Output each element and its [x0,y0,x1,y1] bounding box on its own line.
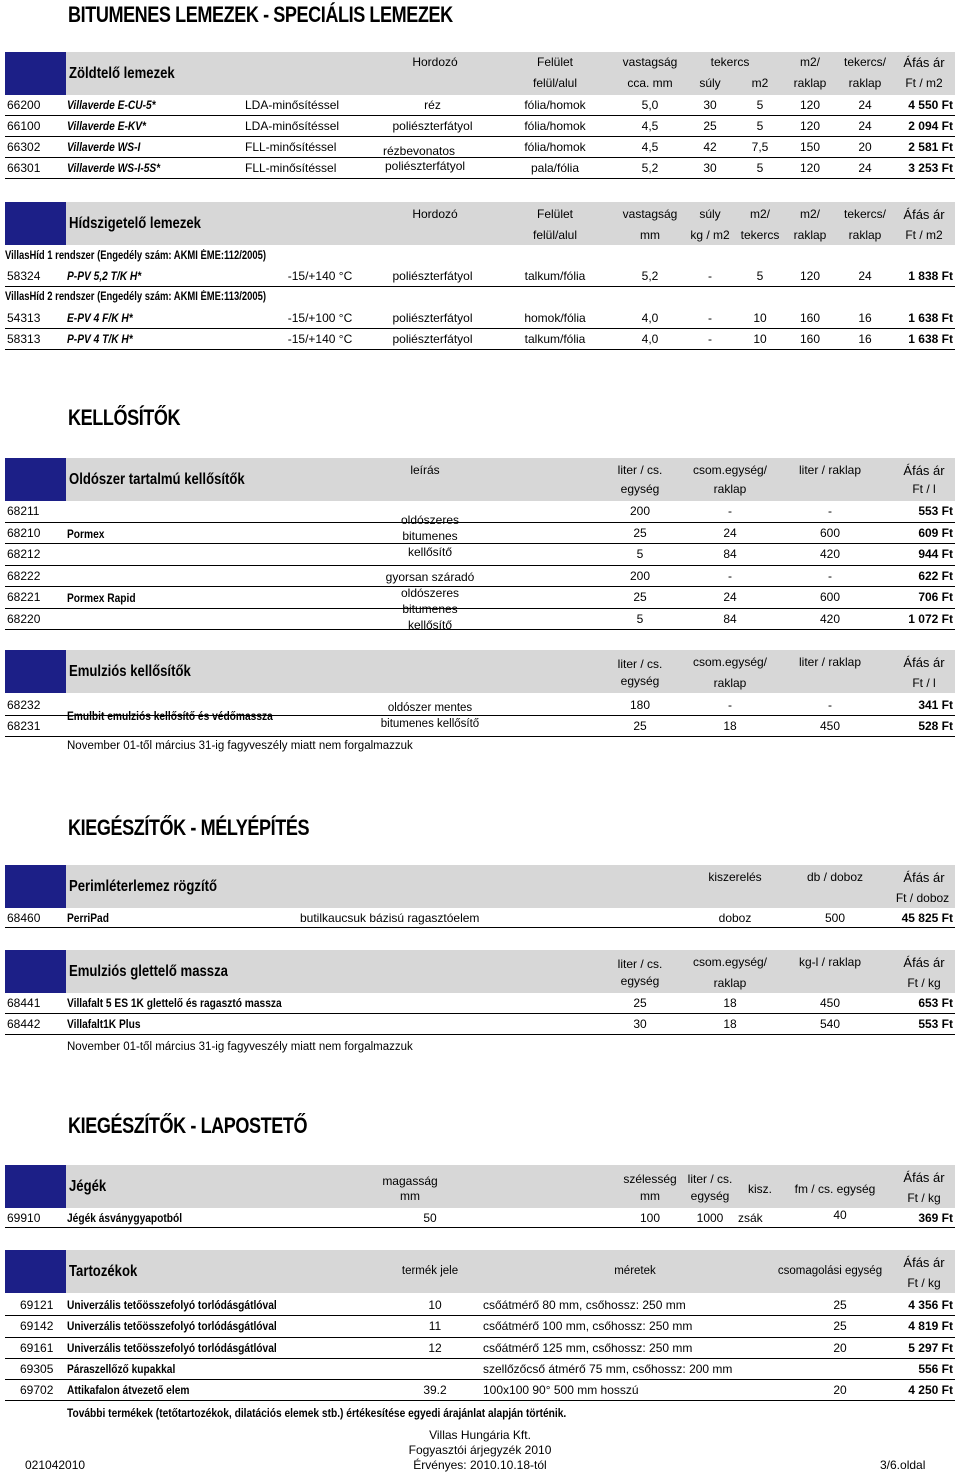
hdr-m2r: m2/ [799,55,820,69]
liter-raklap: 420 [819,547,841,561]
hdr-lcs-2: egység [690,1189,730,1203]
minosites: LDA-minősítéssel [245,98,340,112]
vastagsag: 5,2 [641,269,659,283]
hdr-hordozo: Hordozó [412,55,458,69]
m2-raklap: 120 [799,269,821,283]
product-name: P-PV 5,2 T/K H* [67,269,142,283]
felulet: fólia/homok [524,140,586,154]
suly: 30 [703,98,717,112]
hdr-m2r-2: raklap [793,228,827,242]
code: 66100 [7,119,41,133]
tekercs-raklap: 24 [858,269,872,283]
code: 69305 [20,1361,54,1376]
hdr-vastagsag: vastagság [622,207,678,221]
lcs: 200 [629,504,651,518]
kisz: zsák [738,1211,763,1225]
emul-title: Emulziós kellősítők [69,663,191,680]
lcs: 30 [633,1017,647,1031]
hdr-afas-ar-2: Ft / doboz [895,891,950,905]
hdr-csom: csom.egység/ [692,463,768,477]
olds-group1-desc: oldószeres bitumenes kellősítő [400,513,460,559]
price: 4 550 Ft [908,98,953,112]
hdr-hordozo: Hordozó [412,207,458,221]
code: 54313 [7,311,41,325]
price: 653 Ft [918,996,953,1010]
price: 2 581 Ft [908,140,953,154]
hdr-csom-2: raklap [713,976,747,990]
product-name: Univerzális tetőösszefolyó torlódásgátlóval [67,1298,277,1312]
hdr-felulet: Felület [536,55,574,69]
code: 58313 [7,332,41,346]
price: 553 Ft [918,504,953,518]
hordozo: poliészterfátyol [392,119,473,133]
hdr-m2t: m2/ [749,207,770,221]
suly: - [708,269,712,283]
hdr-afas-ar: Áfás ár [903,1170,945,1185]
csom: 24 [723,590,737,604]
hdr-afas-ar: Áfás ár [903,207,945,222]
hdr-tr-2: raklap [848,228,882,242]
lcs: 5 [636,611,644,626]
product-name: Villafalt1K Plus [67,1017,141,1031]
suly: - [708,311,712,325]
m2: 5 [756,98,764,112]
description: butilkaucsuk bázisú ragasztóelem [300,911,480,925]
code: 68441 [7,996,41,1010]
hdr-felulet-2: felül/alul [532,228,578,242]
hdr-m2r: m2/ [799,207,820,221]
hdr-afas-ar-2: Ft / l [912,482,936,496]
csom: - [728,568,732,583]
code: 68212 [7,547,41,561]
meretek: 100x100 90° 500 mm hosszú [483,1383,639,1398]
liter-raklap: - [828,568,832,583]
tart-header [5,1250,955,1293]
lcs: 200 [629,568,651,583]
footer-valid: Érvényes: 2010.10.18-tól [413,1458,547,1472]
vastagsag: 4,0 [641,332,659,346]
hdr-vastagsag-2: cca. mm [627,76,673,90]
table-row [5,1014,955,1035]
code: 66302 [7,140,41,154]
hdr-m2r-2: raklap [793,76,827,90]
hdr-kisz: kisz. [748,1182,772,1196]
price: 528 Ft [918,719,953,733]
code: 68210 [7,525,41,540]
product-name: E-PV 4 F/K H* [67,311,133,325]
product-name: Villafalt 5 ES 1K glettelő és ragasztó massza [67,996,282,1010]
hdr-vastagsag-2: mm [640,228,660,242]
hdr-csom: csom.egység/ [692,655,768,669]
db-doboz: 500 [824,911,846,925]
hdr-afas-ar-2: Ft / m2 [905,228,943,242]
table-row [5,1316,955,1337]
termek-jele: 12 [428,1340,442,1355]
tekercs-raklap: 16 [858,311,872,325]
meretek: csőátmérő 100 mm, csőhossz: 250 mm [483,1319,693,1334]
m2-raklap: 120 [799,161,821,175]
perim-header [5,865,955,908]
m2-raklap: 160 [799,311,821,325]
hdr-m2t-2: tekercs [740,228,780,242]
code: 69161 [20,1340,54,1355]
glett-title: Emulziós glettelő massza [69,963,228,980]
minosites: FLL-minősítéssel [245,161,337,175]
product-name: Villaverde E-KV* [67,119,146,133]
glett-header [5,950,955,993]
price: 1 638 Ft [908,311,953,325]
hdr-magassag-2: mm [400,1189,420,1203]
product-name: Jégék ásványgyapotból [67,1211,183,1225]
product-name: Páraszellőző kupakkal [67,1361,176,1376]
felulet: fólia/homok [524,98,586,112]
code: 66301 [7,161,41,175]
code: 58324 [7,269,41,283]
code: 68232 [7,698,41,712]
m2: 5 [756,161,764,175]
product-name: Villaverde E-CU-5* [67,98,156,112]
tekercs-raklap: 20 [858,140,872,154]
hordozo: poliészterfátyol [392,269,473,283]
table-row [5,95,955,116]
hdr-csom-2: raklap [713,482,747,496]
lcs: 25 [633,996,647,1010]
homerseklet: -15/+140 °C [287,269,353,283]
hdr-lcs: liter / cs. [617,463,663,477]
liter-raklap: 600 [819,590,841,604]
price: 4 356 Ft [908,1298,953,1312]
csom: 18 [723,1017,737,1031]
jegek-row [5,1208,955,1228]
hdr-leiras: leírás [410,463,440,477]
suly: - [708,332,712,346]
table-row [5,137,955,158]
price: 1 072 Ft [908,611,953,626]
liter-raklap: - [828,504,832,518]
hdr-tr-2: raklap [848,76,882,90]
m2-raklap: 160 [799,332,821,346]
code: 68220 [7,611,41,626]
product-name: PerriPad [67,911,109,925]
hdr-lcs-2: egység [620,482,660,496]
homerseklet: -15/+100 °C [287,311,353,325]
m2: 7,5 [751,140,769,154]
lcs: 25 [633,590,647,604]
code: 68442 [7,1017,41,1031]
hdr-suly: súly [699,76,721,90]
csomagolasi-egyseg: 25 [833,1298,847,1312]
hid-subheader-2: VillasHíd 2 rendszer (Engedély szám: AKMI ÉME:113/2005) [5,291,267,303]
tekercs-raklap: 16 [858,332,872,346]
hdr-lcs-2: egység [620,974,660,988]
liter-raklap: 600 [819,525,841,540]
price: 944 Ft [918,547,953,561]
liter-raklap: 420 [819,611,841,626]
perim-row [5,908,955,928]
price: 341 Ft [918,698,953,712]
vastagsag: 4,0 [641,311,659,325]
jegek-title: Jégék [69,1178,107,1195]
hdr-meretek: méretek [614,1265,656,1277]
minosites: FLL-minősítéssel [245,140,337,154]
tart-note: További termékek (tetőtartozékok, dilatációs elemek stb.) értékesítése egyedi árajánlat alapján történik. [67,1406,567,1420]
price: 706 Ft [918,590,953,604]
hid-subheader-1: VillasHíd 1 rendszer (Engedély szám: AKMI ÉME:112/2005) [5,250,267,262]
price: 622 Ft [918,568,953,583]
table-row [5,308,955,329]
price: 556 Ft [918,1361,953,1376]
hordozo: poliészterfátyol [392,332,473,346]
hdr-suly-2: kg / m2 [690,228,730,242]
jegek-header [5,1165,955,1208]
product-name: P-PV 4 T/K H* [67,332,133,346]
page-title-lapostető: KIEGÉSZÍTŐK - LAPOSTETŐ [68,1113,308,1138]
footer-code: 021042010 [25,1458,86,1472]
price: 1 838 Ft [908,269,953,283]
lcs: 5 [636,547,644,561]
lcs: 25 [633,719,647,733]
termek-jele: 11 [428,1319,442,1334]
table-row [5,266,955,287]
page-title-melyepites: KIEGÉSZÍTŐK - MÉLYÉPÍTÉS [68,815,310,840]
code: 68460 [7,911,41,925]
price: 4 250 Ft [908,1383,953,1398]
hid-title: Hídszigetelő lemezek [69,215,201,232]
hid-header [5,202,955,245]
hdr-afas-ar-2: Ft / kg [907,976,941,990]
hdr-lcs: liter / cs. [687,1172,733,1186]
footer-pricelist: Fogyasztói árjegyzék 2010 [408,1443,552,1457]
csom: - [728,698,732,712]
price: 1 638 Ft [908,332,953,346]
table-row [5,116,955,137]
hdr-fm: fm / cs. egység [794,1182,876,1196]
hdr-afas-ar: Áfás ár [903,1255,945,1270]
code: 69121 [20,1298,54,1312]
hdr-afas-ar-2: Ft / kg [907,1191,941,1205]
perim-title: Perimléterlemez rögzítő [69,878,218,895]
meretek: csőátmérő 80 mm, csőhossz: 250 mm [483,1298,686,1312]
hdr-afas-ar: Áfás ár [903,463,945,478]
hdr-afas-ar: Áfás ár [903,55,945,70]
felulet: talkum/fólia [524,269,586,283]
olds-group2-name: Pormex Rapid [67,591,136,605]
tekercs-raklap: 24 [858,161,872,175]
csom: 18 [723,719,737,733]
footer-center [380,1428,580,1473]
code: 66200 [7,98,41,112]
csom: 84 [723,611,737,626]
zold-hordozo-merged-1: rézbevonatos [383,144,456,158]
table-row [5,329,955,350]
table-row [5,1380,955,1401]
lcs: 180 [629,698,651,712]
product-name: Univerzális tetőösszefolyó torlódásgátlóval [67,1319,277,1334]
suly: 30 [703,161,717,175]
olds-group2-desc: gyorsan száradó oldószeres bitumenes kellősítő [385,570,475,632]
price: 2 094 Ft [908,119,953,133]
suly: 25 [703,119,717,133]
product-name: Attikafalon átvezető elem [67,1383,190,1398]
hdr-szelesseg-2: mm [640,1189,660,1203]
hdr-lr: liter / raklap [798,463,862,477]
liter-raklap: 450 [819,719,841,733]
price: 5 297 Ft [908,1340,953,1355]
table-row [5,1295,955,1316]
vastagsag: 4,5 [641,119,659,133]
hdr-felulet: Felület [536,207,574,221]
emul-product-name: Emulbit emulziós kellősítő és védőmassza [67,709,273,723]
csomagolasi-egyseg: 20 [833,1383,847,1398]
vastagsag: 4,5 [641,140,659,154]
page-title-bitumen: BITUMENES LEMEZEK - SPECIÁLIS LEMEZEK [68,2,453,27]
hdr-lcs: liter / cs. [617,657,663,671]
hdr-db-doboz: db / doboz [806,870,864,884]
meretek: szellőzőcső átmérő 75 mm, csőhossz: 200 mm [483,1361,733,1376]
product-name: Villaverde WS-I [67,140,141,154]
hdr-kg: kg-l / raklap [798,955,862,969]
hdr-suly: súly [699,207,721,221]
lcs: 1000 [696,1211,724,1225]
felulet: fólia/homok [524,119,586,133]
zold-title: Zöldtelő lemezek [69,65,175,82]
m2-tekercs: 10 [753,332,767,346]
hdr-afas-ar: Áfás ár [903,655,945,670]
price: 4 819 Ft [908,1319,953,1334]
hdr-csom: csom.egység/ [692,955,768,969]
footer-page: 3/6.oldal [880,1458,926,1472]
lcs: 25 [633,525,647,540]
liter-raklap: - [828,698,832,712]
tekercs-raklap: 24 [858,98,872,112]
hdr-csomagolasi: csomagolási egység [777,1265,883,1277]
hdr-magassag: magasság [382,1174,438,1188]
page-title-kellosito: KELLŐSÍTŐK [68,405,181,430]
hdr-m2: m2 [751,76,769,90]
hdr-afas-ar: Áfás ár [903,955,945,970]
m2: 5 [756,119,764,133]
code: 68211 [7,504,40,518]
kiszereles: doboz [718,911,752,925]
hdr-tr: tekercs/ [843,207,886,221]
hdr-lcs-2: egység [620,674,660,688]
table-row [5,1338,955,1359]
m2-tekercs: 5 [756,269,764,283]
olds-group1-name: Pormex [67,527,105,541]
felulet: talkum/fólia [524,332,586,346]
emul-desc: oldószer mentes bitumenes kellősítő [380,702,480,730]
code: 69910 [7,1211,41,1225]
code: 68231 [7,719,41,733]
code: 68222 [7,568,41,583]
hdr-afas-ar-2: Ft / kg [907,1276,941,1290]
tart-title: Tartozékok [69,1263,138,1280]
csomagolasi-egyseg: 20 [833,1340,847,1355]
hdr-lcs: liter / cs. [617,957,663,971]
csom: - [728,504,732,518]
product-name: Villaverde WS-I-5S* [67,161,161,175]
emul-note: November 01-től március 31-ig fagyveszély miatt nem forgalmazzuk [67,740,413,752]
magassag: 50 [423,1211,437,1225]
hdr-afas-ar-2: Ft / l [912,676,936,690]
price: 609 Ft [918,525,953,540]
price: 369 Ft [918,1211,953,1225]
table-row [5,993,955,1014]
felulet: homok/fólia [524,311,586,325]
csom: 84 [723,547,737,561]
price: 553 Ft [918,1017,953,1031]
termek-jele: 39.2 [423,1383,447,1398]
felulet: pala/fólia [530,161,580,175]
code: 69142 [20,1319,54,1334]
vastagsag: 5,2 [641,161,659,175]
hdr-lr: liter / raklap [798,655,862,669]
zold-hordozo-merged-2: poliészterfátyol [385,159,466,173]
tekercs-raklap: 24 [858,119,872,133]
footer-company: Villas Hungária Kft. [429,1428,531,1442]
fm: 40 [833,1208,847,1222]
suly: 42 [703,140,717,154]
csomagolasi-egyseg: 25 [833,1319,847,1334]
m2-tekercs: 10 [753,311,767,325]
zold-header [5,52,955,95]
m2-raklap: 120 [799,119,821,133]
hdr-felulet-2: felül/alul [532,76,578,90]
kg-raklap: 540 [819,1017,841,1031]
table-row [5,158,955,179]
hdr-termek-jele: termék jele [401,1265,459,1277]
code: 68221 [7,590,41,604]
table-row [5,1359,955,1380]
csom: 24 [723,525,737,540]
hdr-kiszereles: kiszerelés [708,870,762,884]
hdr-afas-ar: Áfás ár [903,870,945,885]
hdr-csom-2: raklap [713,676,747,690]
olds-title: Oldószer tartalmú kellősítők [69,471,245,488]
glett-note: November 01-től március 31-ig fagyveszély miatt nem forgalmazzuk [67,1041,413,1053]
hdr-afas-ar-2: Ft / m2 [905,76,943,90]
hordozo: poliészterfátyol [392,311,473,325]
price: 3 253 Ft [908,161,953,175]
code: 69702 [20,1383,54,1398]
price: 45 825 Ft [901,911,953,925]
csom: 18 [723,996,737,1010]
product-name: Univerzális tetőösszefolyó torlódásgátlóval [67,1340,277,1355]
hdr-tekercs: tekercs [710,55,750,69]
meretek: csőátmérő 125 mm, csőhossz: 250 mm [483,1340,693,1355]
kg-raklap: 450 [819,996,841,1010]
homerseklet: -15/+140 °C [287,332,353,346]
termek-jele: 10 [428,1298,442,1312]
hdr-vastagsag: vastagság [622,55,678,69]
emul-header [5,650,955,693]
minosites: LDA-minősítéssel [245,119,340,133]
m2-raklap: 120 [799,98,821,112]
szelesseg: 100 [639,1211,661,1225]
hordozo: réz [424,98,441,112]
hdr-tr: tekercs/ [843,55,886,69]
olds-header [5,458,955,501]
hdr-szelesseg: szélesség [623,1172,677,1186]
vastagsag: 5,0 [641,98,659,112]
m2-raklap: 150 [799,140,821,154]
